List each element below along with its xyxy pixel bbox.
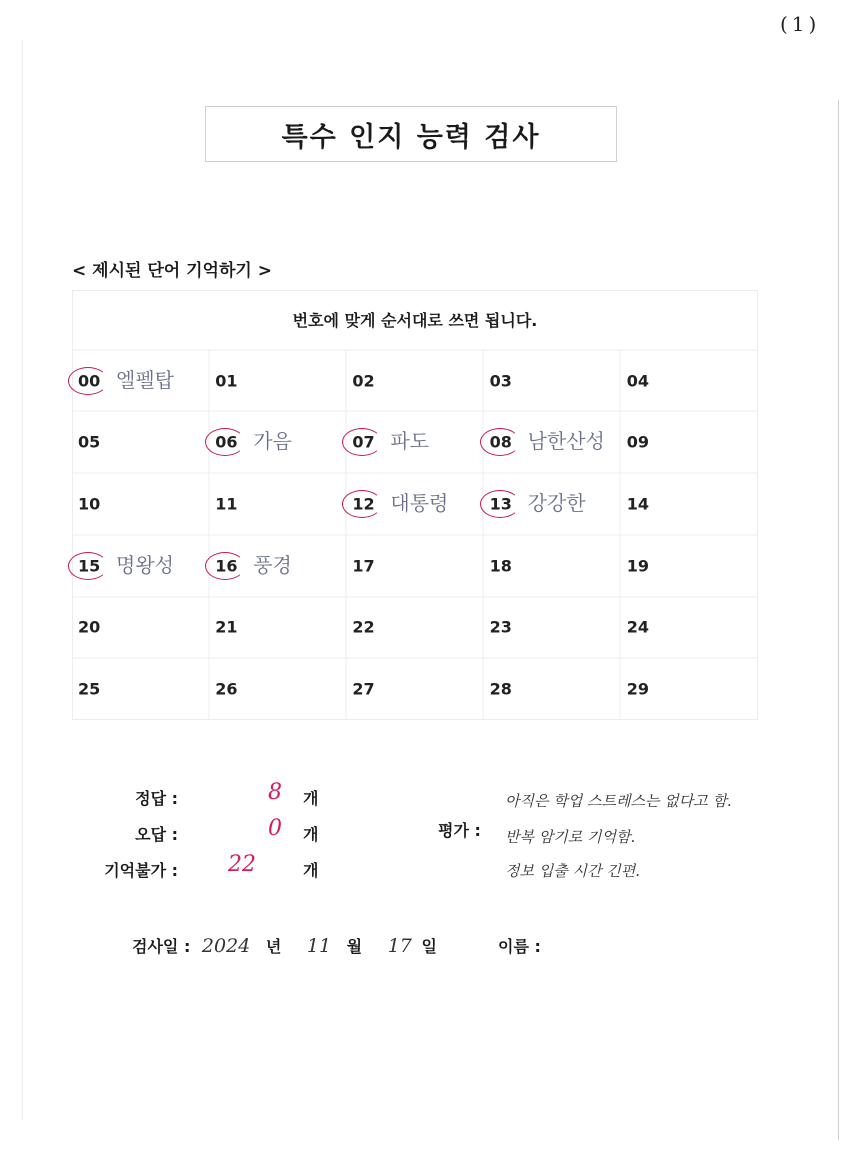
exam-date-label: 검사일 : xyxy=(132,937,191,956)
cell-number: 01 xyxy=(215,371,238,391)
cell-number: 05 xyxy=(78,432,101,452)
exam-month-unit: 월 xyxy=(346,937,363,956)
forgot-count: 22 xyxy=(228,852,256,877)
answer-cell xyxy=(621,658,758,720)
answer-cell xyxy=(484,597,621,659)
answer-cell xyxy=(72,597,209,659)
handwritten-answer: 대통령 xyxy=(390,491,449,516)
handwritten-answer: 가음 xyxy=(253,429,292,454)
answer-cell xyxy=(621,597,758,659)
page-number: (1) xyxy=(780,12,821,36)
name-label: 이름 : xyxy=(498,937,541,956)
cell-number: 04 xyxy=(626,371,650,391)
answer-cell xyxy=(346,597,483,659)
cell-number: 22 xyxy=(352,617,375,637)
evaluation-label: 평가 : xyxy=(438,821,481,840)
page-edge-left xyxy=(22,40,23,1120)
evaluation-line-2: 반복 암기로 기억함. xyxy=(505,828,636,846)
answer-cell xyxy=(484,412,621,474)
cell-number: 07 xyxy=(352,432,375,452)
answer-cell xyxy=(484,658,621,720)
cell-number: 02 xyxy=(352,371,375,391)
exam-day: 17 xyxy=(387,935,412,957)
forgot-label: 기억불가 : xyxy=(104,861,178,880)
cell-number: 21 xyxy=(215,617,238,637)
section-title: < 제시된 단어 기억하기 > xyxy=(72,261,272,281)
cell-number: 19 xyxy=(626,556,650,576)
cell-number: 27 xyxy=(352,679,375,699)
answer-cell xyxy=(484,350,621,412)
wrong-label: 오답 : xyxy=(135,825,178,844)
handwritten-answer: 파도 xyxy=(390,429,430,454)
cell-number: 14 xyxy=(626,494,650,514)
handwritten-answer: 엘펠탑 xyxy=(116,368,174,393)
correct-label: 정답 : xyxy=(135,789,178,808)
answer-cell xyxy=(72,658,209,720)
handwritten-answer: 풍경 xyxy=(253,553,292,578)
handwritten-answer: 명왕성 xyxy=(116,553,174,578)
handwritten-answer: 남한산성 xyxy=(527,429,605,454)
answer-cell xyxy=(346,412,483,474)
cell-number: 26 xyxy=(215,679,238,699)
exam-year: 2024 xyxy=(201,935,251,957)
cell-number: 13 xyxy=(489,494,512,514)
answer-cell xyxy=(621,473,758,535)
cell-number: 11 xyxy=(215,494,238,514)
correct-unit: 개 xyxy=(303,789,319,808)
cell-number: 29 xyxy=(626,679,650,699)
cell-number: 23 xyxy=(489,617,512,637)
wrong-count: 0 xyxy=(268,816,282,841)
answer-cell xyxy=(621,350,758,412)
exam-year-unit: 년 xyxy=(265,937,282,956)
cell-number: 16 xyxy=(215,556,238,576)
answer-cell xyxy=(209,535,346,597)
answer-cell xyxy=(346,658,483,720)
cell-number: 06 xyxy=(215,432,238,452)
answer-cell xyxy=(209,412,346,474)
evaluation-line-3: 정보 입출 시간 긴편. xyxy=(505,862,640,880)
answer-cell xyxy=(621,535,758,597)
answer-cell xyxy=(484,535,621,597)
answer-cell xyxy=(621,412,758,474)
document-title: 특수 인지 능력 검사 xyxy=(205,106,617,162)
answer-cell xyxy=(72,412,209,474)
answer-grid xyxy=(72,350,758,720)
answer-cell xyxy=(346,535,483,597)
answer-cell xyxy=(346,473,483,535)
cell-number: 17 xyxy=(352,556,375,576)
wrong-unit: 개 xyxy=(303,825,319,844)
correct-count: 8 xyxy=(268,780,282,805)
answer-cell xyxy=(72,473,209,535)
evaluation-line-1: 아직은 학업 스트레스는 없다고 함. xyxy=(505,792,732,810)
answer-cell xyxy=(209,473,346,535)
cell-number: 09 xyxy=(626,432,650,452)
cell-number: 15 xyxy=(78,556,101,576)
answer-cell xyxy=(209,597,346,659)
cell-number: 28 xyxy=(489,679,512,699)
cell-number: 18 xyxy=(489,556,512,576)
handwritten-answer: 강강한 xyxy=(527,491,586,516)
answer-cell xyxy=(72,535,209,597)
cell-number: 24 xyxy=(626,617,650,637)
cell-number: 03 xyxy=(489,371,512,391)
answer-cell xyxy=(72,350,209,412)
cell-number: 10 xyxy=(78,494,101,514)
exam-day-unit: 일 xyxy=(421,937,437,956)
exam-date xyxy=(132,934,437,957)
instruction-text: 번호에 맞게 순서대로 쓰면 됩니다. xyxy=(292,310,538,330)
answer-cell xyxy=(346,350,483,412)
exam-month: 11 xyxy=(306,935,332,957)
cell-number: 00 xyxy=(78,371,101,391)
answer-cell xyxy=(209,658,346,720)
cell-number: 08 xyxy=(489,432,512,452)
cell-number: 12 xyxy=(352,494,375,514)
page-edge-right xyxy=(838,100,839,1140)
cell-number: 20 xyxy=(78,617,101,637)
forgot-unit: 개 xyxy=(303,861,319,880)
answer-cell xyxy=(484,473,621,535)
cell-number: 25 xyxy=(78,679,101,699)
answer-cell xyxy=(209,350,346,412)
